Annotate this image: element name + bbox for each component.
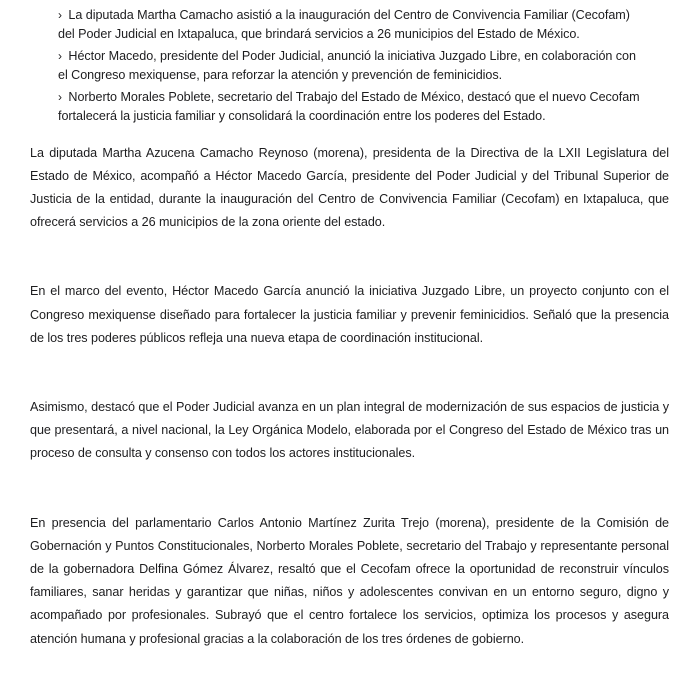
paragraph-spacer: [30, 466, 669, 512]
paragraph-ley-organica: Asimismo, destacó que el Poder Judicial avanza en un plan integral de modernización de sus espacios de justicia y que presentará, a nivel nacional, la Ley Orgánica Modelo, elaborada por el Congreso del Estado de México tras un proceso de consulta y consenso con todos los actores institucionales.: [30, 399, 669, 461]
highlight-item: [58, 88, 647, 125]
chevron-right-icon: ›: [58, 90, 62, 105]
chevron-right-icon: ›: [58, 49, 62, 64]
highlights-list: [0, 0, 687, 126]
chevron-right-icon: ›: [58, 8, 62, 22]
highlight-item: [58, 6, 647, 43]
highlight-text: Héctor Macedo, presidente del Poder Judicial, anunció la iniciativa Juzgado Libre, en colaboración con el Congreso mexiquense, para reforzar la atención y prevención de feminicidios.: [58, 49, 636, 82]
paragraph-spacer: [30, 350, 669, 396]
paragraph-spacer: [30, 234, 669, 280]
paragraph-juzgado-libre: En el marco del evento, Héctor Macedo García anunció la iniciativa Juzgado Libre, un proyecto conjunto con el Congreso mexiquense diseñado para fortalecer la justicia familiar y prevenir feminicidios. Señaló que la presencia de los tres poderes públicos refleja una nueva etapa de coordinación institucional.: [30, 284, 669, 345]
highlight-item: [58, 47, 647, 84]
highlight-text: La diputada Martha Camacho asistió a la inauguración del Centro de Convivencia Familiar (Cecofam) del Poder Judicial en Ixtapaluca, que brindará servicios a 26 municipios del Estado de México.: [58, 8, 630, 41]
article-body: [0, 142, 687, 651]
paragraph-cecofam: En presencia del parlamentario Carlos Antonio Martínez Zurita Trejo (morena), presidente de la Comisión de Gobernación y Puntos Constitucionales, Norberto Morales Poblete, secretario del Trabajo y representante personal de la gobernadora Delfina Gómez Álvarez, resaltó que el Cecofam ofrece la oportunidad de reconstruir vínculos familiares, sanar heridas y garantizar que niñas, niños y adolescentes convivan en un entorno seguro, digno y acompañado por profesionales. Subrayó que el centro fortalece los servicios, optimiza los procesos y asegura atención humana y profesional gracias a la colaboración de los tres órdenes de gobierno.: [30, 515, 669, 646]
highlight-text: Norberto Morales Poblete, secretario del Trabajo del Estado de México, destacó que el nuevo Cecofam fortalecerá la justicia familiar y consolidará la coordinación entre los poderes del Estado.: [58, 90, 640, 123]
paragraph-intro: La diputada Martha Azucena Camacho Reynoso (morena), presidenta de la Directiva de la LXII Legislatura del Estado de México, acompañó a Héctor Macedo García, presidente del Poder Judicial y del Tribunal Superior de Justicia de la entidad, durante la inauguración del Centro de Convivencia Familiar (Cecofam) en Ixtapaluca, que ofrecerá servicios a 26 municipios de la zona oriente del estado.: [30, 145, 669, 230]
